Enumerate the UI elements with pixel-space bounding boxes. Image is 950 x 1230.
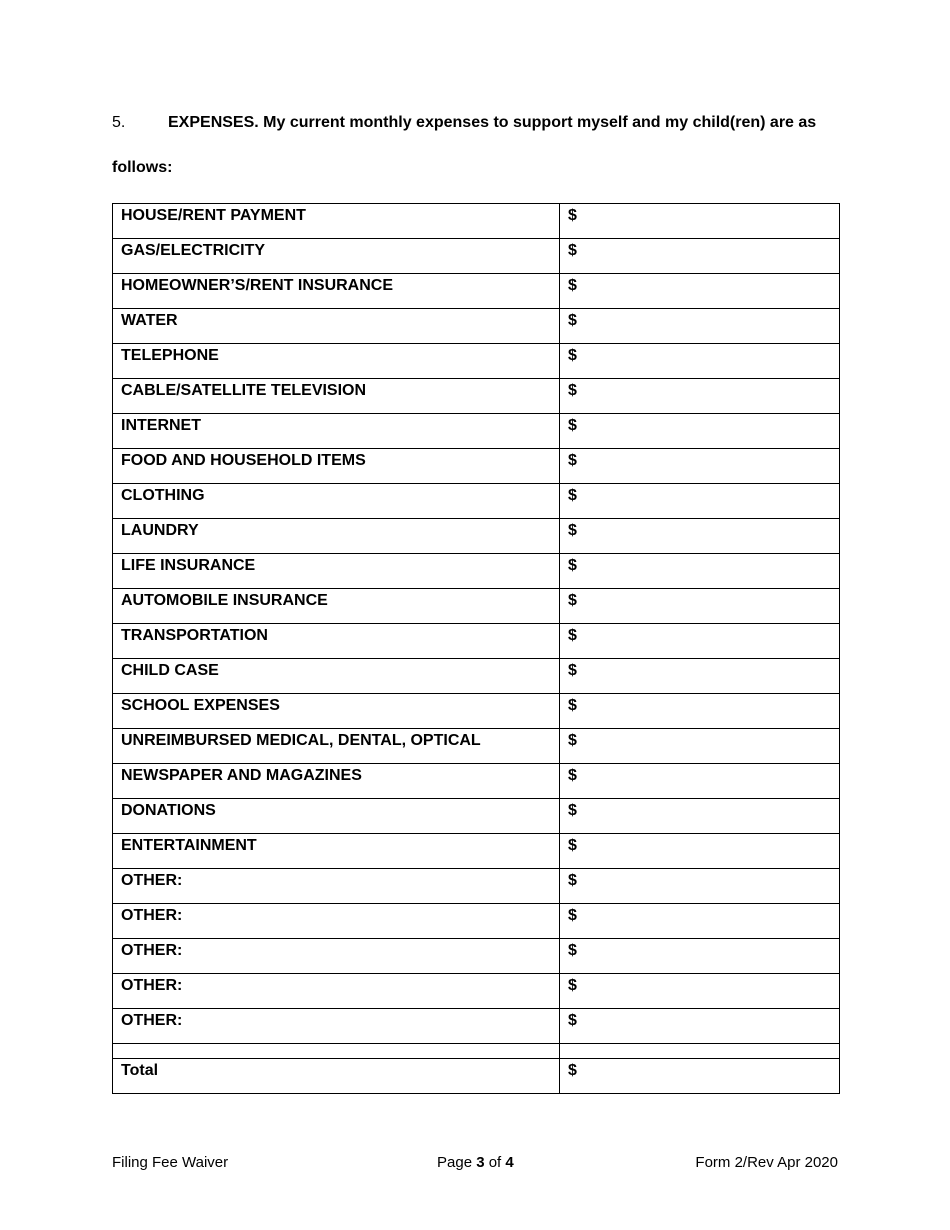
expense-label: ENTERTAINMENT — [113, 834, 560, 869]
table-row — [113, 554, 840, 589]
expense-label: DONATIONS — [113, 799, 560, 834]
expense-amount-field[interactable]: $ — [560, 239, 840, 274]
expense-amount-field[interactable]: $ — [560, 309, 840, 344]
expense-amount-field[interactable]: $ — [560, 204, 840, 239]
expense-amount-field[interactable]: $ — [560, 449, 840, 484]
expense-amount-field[interactable]: $ — [560, 659, 840, 694]
table-row — [113, 1009, 840, 1044]
expense-amount-field[interactable]: $ — [560, 624, 840, 659]
expense-label: AUTOMOBILE INSURANCE — [113, 589, 560, 624]
section-heading — [112, 113, 842, 133]
expense-amount-field[interactable]: $ — [560, 519, 840, 554]
page-current: 3 — [476, 1154, 485, 1171]
page-total: 4 — [505, 1154, 514, 1171]
expense-amount-field[interactable]: $ — [560, 554, 840, 589]
expense-label: TELEPHONE — [113, 344, 560, 379]
footer-page-number — [437, 1153, 514, 1173]
table-row — [113, 414, 840, 449]
page-of: of — [484, 1154, 506, 1171]
expense-amount-field[interactable]: $ — [560, 799, 840, 834]
expense-amount-field[interactable]: $ — [560, 904, 840, 939]
expense-label: OTHER: — [113, 904, 560, 939]
expense-label: LAUNDRY — [113, 519, 560, 554]
expense-label: WATER — [113, 309, 560, 344]
expense-label: CABLE/SATELLITE TELEVISION — [113, 379, 560, 414]
table-row — [113, 764, 840, 799]
expense-amount-field[interactable]: $ — [560, 274, 840, 309]
footer-form-revision: Form 2/Rev Apr 2020 — [695, 1154, 838, 1171]
expense-amount-field[interactable]: $ — [560, 939, 840, 974]
expense-label: OTHER: — [113, 1009, 560, 1044]
table-row — [113, 729, 840, 764]
expense-label: OTHER: — [113, 869, 560, 904]
total-label: Total — [113, 1059, 560, 1094]
expense-label: NEWSPAPER AND MAGAZINES — [113, 764, 560, 799]
expense-label: HOUSE/RENT PAYMENT — [113, 204, 560, 239]
table-row — [113, 449, 840, 484]
expense-label: INTERNET — [113, 414, 560, 449]
expense-label: TRANSPORTATION — [113, 624, 560, 659]
expenses-table-body — [113, 204, 840, 1094]
table-row — [113, 834, 840, 869]
expense-amount-field[interactable]: $ — [560, 694, 840, 729]
spacer-cell — [113, 1044, 560, 1059]
table-row — [113, 379, 840, 414]
table-row — [113, 694, 840, 729]
expense-amount-field[interactable]: $ — [560, 379, 840, 414]
expense-label: GAS/ELECTRICITY — [113, 239, 560, 274]
expense-amount-field[interactable]: $ — [560, 869, 840, 904]
expense-label: HOMEOWNER’S/RENT INSURANCE — [113, 274, 560, 309]
expense-amount-field[interactable]: $ — [560, 484, 840, 519]
table-row — [113, 239, 840, 274]
table-row — [113, 799, 840, 834]
spacer-cell — [560, 1044, 840, 1059]
expense-amount-field[interactable]: $ — [560, 344, 840, 379]
expense-amount-field[interactable]: $ — [560, 414, 840, 449]
expense-amount-field[interactable]: $ — [560, 1009, 840, 1044]
expense-label: OTHER: — [113, 939, 560, 974]
expense-label: FOOD AND HOUSEHOLD ITEMS — [113, 449, 560, 484]
total-amount-field[interactable]: $ — [560, 1059, 840, 1094]
page-prefix: Page — [437, 1154, 477, 1171]
expense-amount-field[interactable]: $ — [560, 589, 840, 624]
table-row — [113, 204, 840, 239]
spacer-row — [113, 1044, 840, 1059]
expense-label: CHILD CASE — [113, 659, 560, 694]
table-row — [113, 904, 840, 939]
section-heading-continued: follows: — [112, 159, 173, 176]
table-row — [113, 974, 840, 1009]
expense-label: LIFE INSURANCE — [113, 554, 560, 589]
expense-amount-field[interactable]: $ — [560, 729, 840, 764]
table-row — [113, 659, 840, 694]
table-row — [113, 869, 840, 904]
expense-label: UNREIMBURSED MEDICAL, DENTAL, OPTICAL — [113, 729, 560, 764]
table-row — [113, 624, 840, 659]
expense-amount-field[interactable]: $ — [560, 764, 840, 799]
expense-label: CLOTHING — [113, 484, 560, 519]
section-number: 5. — [112, 114, 126, 131]
table-row — [113, 309, 840, 344]
total-row — [113, 1059, 840, 1094]
expense-amount-field[interactable]: $ — [560, 834, 840, 869]
table-row — [113, 519, 840, 554]
expense-amount-field[interactable]: $ — [560, 974, 840, 1009]
table-row — [113, 484, 840, 519]
expense-label: SCHOOL EXPENSES — [113, 694, 560, 729]
table-row — [113, 344, 840, 379]
expenses-table — [112, 203, 840, 1094]
footer-form-title: Filing Fee Waiver — [112, 1154, 229, 1171]
section-heading-text: EXPENSES. My current monthly expenses to support myself and my child(ren) are as — [168, 114, 817, 131]
table-row — [113, 589, 840, 624]
table-row — [113, 274, 840, 309]
table-row — [113, 939, 840, 974]
expense-label: OTHER: — [113, 974, 560, 1009]
